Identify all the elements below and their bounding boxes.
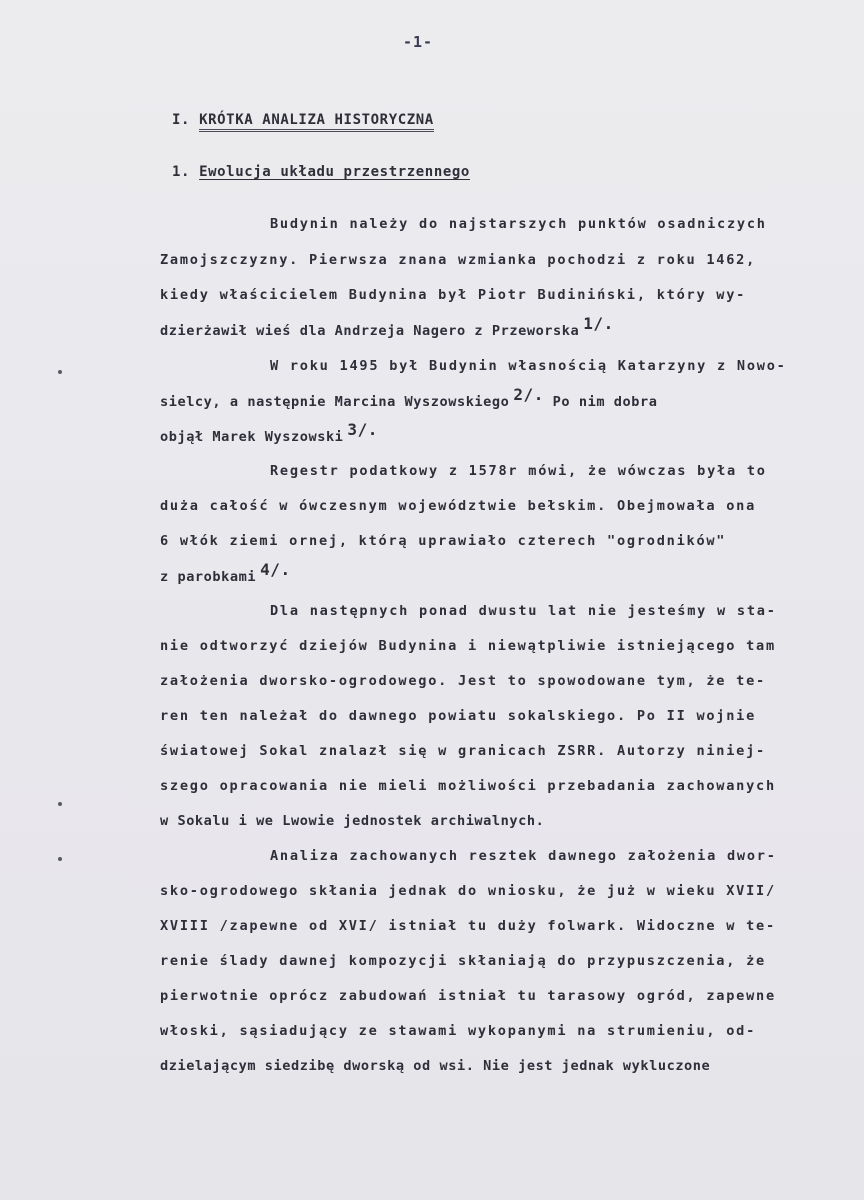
punch-hole: [58, 857, 62, 861]
paragraph-line: [160, 881, 776, 901]
paragraph-first-line: [270, 214, 767, 234]
line-text: Zamojszczyzny. Pierwsza znana wzmianka pochodzi z roku 1462,: [160, 252, 757, 268]
line-text: XVIII /zapewne od XVI/ istniał tu duży folwark. Widoczne w te-: [160, 918, 776, 934]
line-text: założenia dworsko-ogrodowego. Jest to spowodowane tym, że te-: [160, 673, 766, 689]
paragraph-line: [160, 741, 766, 761]
paragraph-line: [160, 916, 776, 936]
subsection-number: 1.: [172, 164, 191, 180]
line-text: 6 włók ziemi ornej, którą uprawiało czterech "ogrodników": [160, 533, 727, 549]
paragraph-line: [160, 636, 776, 656]
paragraph-line: [160, 560, 291, 587]
paragraph-line: [160, 285, 746, 305]
line-text: ren ten należał do dawnego powiatu sokalskiego. Po II wojnie: [160, 708, 757, 724]
line-text: kiedy właścicielem Budynina był Piotr Budiniński, który wy-: [160, 287, 747, 303]
line-text: nie odtworzyć dziejów Budynina i niewątpliwie istniejącego tam: [160, 638, 776, 654]
line-text: objął Marek Wyszowski: [160, 429, 344, 445]
line-text: W roku 1495 był Budynin własnością Katarzyny z Nowo-: [270, 358, 787, 374]
page-number: -1-: [403, 33, 434, 51]
line-text: dzierżawił wieś dla Andrzeja Nagero z Przeworska: [160, 323, 580, 339]
footnote-marker: 4/.: [260, 560, 291, 579]
paragraph-line: [160, 1021, 756, 1041]
paragraph-first-line: [270, 356, 787, 376]
paragraph-line: [160, 385, 658, 412]
paragraph-line: [160, 314, 614, 341]
line-text: duża całość w ówczesnym województwie bełskim. Obejmowała ona: [160, 498, 757, 514]
line-text: Analiza zachowanych resztek dawnego założenia dwor-: [270, 848, 777, 864]
line-text: szego opracowania nie mieli możliwości przebadania zachowanych: [160, 778, 776, 794]
paragraph-line: [160, 1056, 710, 1076]
punch-hole: [58, 802, 62, 806]
line-text: Budynin należy do najstarszych punktów osadniczych: [270, 216, 767, 232]
line-text: z parobkami: [160, 569, 257, 585]
paragraph-line: [160, 951, 766, 971]
line-text: w Sokalu i we Lwowie jednostek archiwalnych.: [160, 813, 545, 829]
paragraph-line: [160, 776, 776, 796]
paragraph-line: [160, 250, 756, 270]
subsection-title: Ewolucja układu przestrzennego: [199, 164, 470, 180]
line-text: sko-ogrodowego skłania jednak do wniosku, że już w wieku XVII/: [160, 883, 776, 899]
paragraph-line: [160, 986, 776, 1006]
line-text: dzielającym siedzibę dworską od wsi. Nie jest jednak wykluczone: [160, 1058, 711, 1074]
section-heading: [172, 112, 434, 132]
line-text: pierwotnie oprócz zabudowań istniał tu tarasowy ogród, zapewne: [160, 988, 776, 1004]
paragraph-line: [160, 496, 756, 516]
line-text: włoski, sąsiadujący ze stawami wykopanymi na strumieniu, od-: [160, 1023, 757, 1039]
section-title: KRÓTKA ANALIZA HISTORYCZNA: [199, 112, 434, 132]
footnote-marker: 2/.: [513, 385, 544, 404]
paragraph-line: [160, 531, 726, 551]
line-continuation: Po nim dobra: [543, 394, 658, 410]
line-text: sielcy, a następnie Marcina Wyszowskiego: [160, 394, 510, 410]
paragraph-first-line: [270, 601, 777, 621]
line-text: Dla następnych ponad dwustu lat nie jesteśmy w sta-: [270, 603, 777, 619]
paragraph-line: [160, 420, 378, 447]
paragraph-line: [160, 706, 756, 726]
paragraph-line: [160, 671, 766, 691]
section-number: I.: [172, 112, 191, 128]
subsection-heading: [172, 164, 470, 180]
footnote-marker: 3/.: [347, 420, 378, 439]
line-text: renie ślady dawnej kompozycji skłaniają do przypuszczenia, że: [160, 953, 766, 969]
paragraph-first-line: [270, 461, 767, 481]
paragraph-first-line: [270, 846, 777, 866]
paragraph-line: [160, 811, 544, 831]
punch-hole: [58, 370, 62, 374]
footnote-marker: 1/.: [583, 314, 614, 333]
line-text: światowej Sokal znalazł się w granicach ZSRR. Autorzy niniej-: [160, 743, 766, 759]
line-text: Regestr podatkowy z 1578r mówi, że wówczas była to: [270, 463, 767, 479]
